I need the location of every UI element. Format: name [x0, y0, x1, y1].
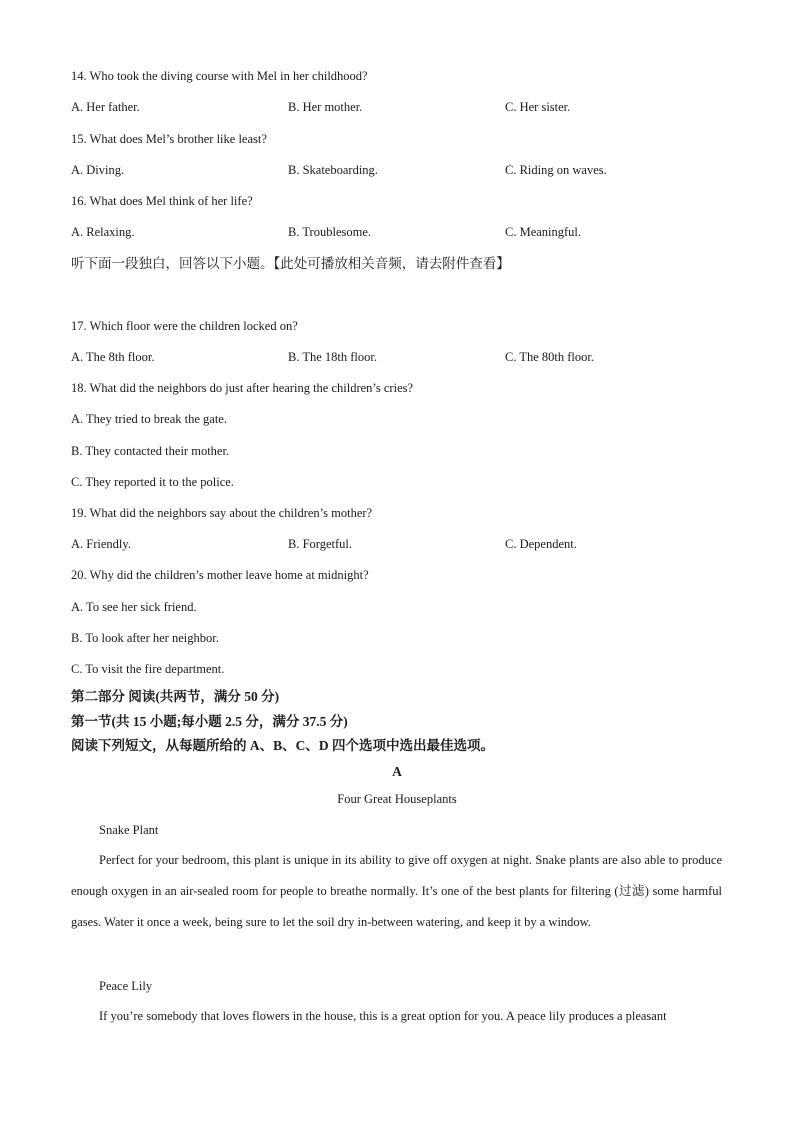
q17-option-b: B. The 18th floor.: [288, 350, 378, 364]
passage-letter: A: [392, 764, 402, 779]
question-17: 17. Which floor were the children locked on?: [71, 319, 298, 333]
q16-option-a: A. Relaxing.: [71, 225, 135, 239]
plant2-paragraph: [71, 1001, 722, 1032]
q14-option-b: B. Her mother.: [288, 100, 363, 114]
q19-option-b: B. Forgetful.: [288, 537, 353, 551]
q14-option-c: C. Her sister.: [505, 100, 571, 114]
listening-instruction: 听下面一段独白，回答以下小题。【此处可播放相关音频，请去附件查看】: [71, 256, 510, 271]
q18-option-a: A. They tried to break the gate.: [71, 412, 227, 426]
q19-option-a: A. Friendly.: [71, 537, 131, 551]
question-20: 20. Why did the children’s mother leave home at midnight?: [71, 568, 369, 582]
plant2-name: Peace Lily: [99, 979, 153, 993]
q15-option-b: B. Skateboarding.: [288, 163, 378, 177]
q17-option-c: C. The 80th floor.: [505, 350, 595, 364]
question-19: 19. What did the neighbors say about the children’s mother?: [71, 506, 373, 520]
q20-option-c: C. To visit the fire department.: [71, 662, 225, 676]
q15-option-a: A. Diving.: [71, 163, 125, 177]
plant1-name: Snake Plant: [99, 823, 159, 837]
plant2-text: If you’re somebody that loves flowers in the house, this is a great option for you. A peace lily produces a pleasant: [99, 1009, 667, 1023]
plant1-text: Perfect for your bedroom, this plant is unique in its ability to give off oxygen at night. Snake plants are also able to produce enough oxygen in an air-sealed room for people to breathe normally. It’s one of the best plants for filtering (过滤) some harmful gases. Water it once a week, being sure to let the soil dry in-between watering, and keep it by a window.: [71, 853, 722, 929]
q20-option-b: B. To look after her neighbor.: [71, 631, 219, 645]
question-16: 16. What does Mel think of her life?: [71, 194, 253, 208]
q17-option-a: A. The 8th floor.: [71, 350, 155, 364]
q20-option-a: A. To see her sick friend.: [71, 600, 197, 614]
section-instruction: 阅读下列短文，从每题所给的 A、B、C、D 四个选项中选出最佳选项。: [71, 738, 495, 753]
q16-option-b: B. Troublesome.: [288, 225, 372, 239]
q18-option-b: B. They contacted their mother.: [71, 444, 230, 458]
section-heading: 第一节(共 15 小题;每小题 2.5 分，满分 37.5 分): [71, 714, 348, 729]
plant1-paragraph: [71, 845, 722, 938]
q14-option-a: A. Her father.: [71, 100, 140, 114]
q16-option-c: C. Meaningful.: [505, 225, 582, 239]
part-heading: 第二部分 阅读(共两节，满分 50 分): [71, 689, 280, 704]
q18-option-c: C. They reported it to the police.: [71, 475, 234, 489]
q15-option-c: C. Riding on waves.: [505, 163, 607, 177]
q19-option-c: C. Dependent.: [505, 537, 577, 551]
question-15: 15. What does Mel’s brother like least?: [71, 132, 267, 146]
question-14: 14. Who took the diving course with Mel in her childhood?: [71, 69, 368, 83]
question-18: 18. What did the neighbors do just after hearing the children’s cries?: [71, 381, 414, 395]
passage-title: Four Great Houseplants: [337, 792, 457, 806]
